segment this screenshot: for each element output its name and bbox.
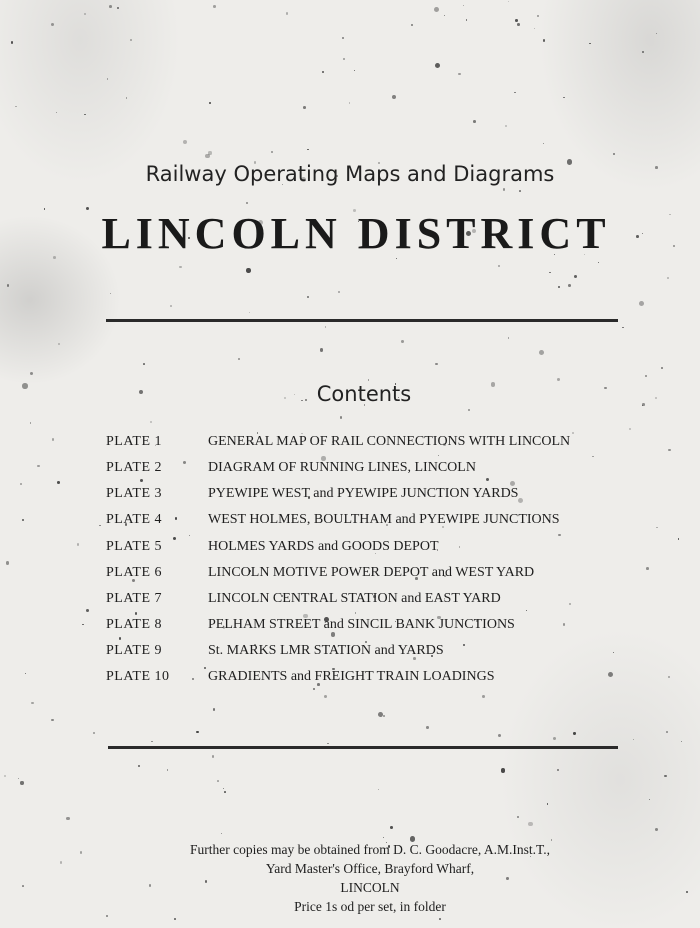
paper-speck	[66, 817, 69, 820]
paper-speck	[343, 58, 345, 60]
paper-speck	[557, 378, 560, 381]
plate-row	[0, 512, 700, 538]
plate-title: PELHAM STREET and SINCIL BANK JUNCTIONS	[208, 617, 515, 632]
paper-speck	[503, 188, 505, 190]
paper-speck	[18, 778, 19, 779]
paper-speck	[667, 277, 669, 279]
plate-title: GRADIENTS and FREIGHT TRAIN LOADINGS	[208, 669, 495, 684]
paper-speck	[368, 379, 369, 380]
bottom-divider	[108, 746, 618, 749]
paper-speck	[642, 51, 644, 53]
paper-speck	[656, 33, 657, 34]
paper-speck	[534, 28, 535, 29]
paper-speck	[598, 262, 599, 263]
paper-speck	[482, 695, 485, 698]
paper-speck	[327, 743, 329, 745]
paper-speck	[107, 78, 108, 79]
paper-speck	[307, 149, 308, 150]
paper-speck	[508, 1, 509, 2]
paper-speck	[463, 5, 464, 6]
plate-title: DIAGRAM OF RUNNING LINES, LINCOLN	[208, 460, 476, 475]
paper-speck	[51, 23, 54, 26]
paper-speck	[444, 15, 445, 16]
contents-heading: Contents	[316, 382, 412, 406]
plate-label: PLATE 8	[106, 617, 162, 632]
plate-title: HOLMES YARDS and GOODS DEPOT	[208, 539, 439, 554]
paper-speck	[664, 775, 667, 778]
paper-speck	[130, 39, 133, 42]
plate-label: PLATE 1	[106, 434, 162, 449]
paper-speck	[84, 13, 86, 15]
paper-speck	[307, 296, 309, 298]
paper-speck	[681, 741, 682, 742]
paper-speck	[547, 803, 548, 804]
paper-speck	[378, 789, 379, 790]
footer-line: Further copies may be obtained from D. C. Goodacre, A.M.Inst.T.,	[189, 842, 551, 857]
paper-speck	[303, 106, 306, 109]
paper-speck	[589, 43, 590, 44]
paper-speck	[110, 293, 111, 294]
document-title: LINCOLN DISTRICT	[101, 209, 611, 258]
paper-speck	[151, 741, 153, 743]
paper-speck	[558, 286, 560, 288]
plate-row	[0, 486, 700, 512]
paper-speck	[354, 70, 356, 72]
paper-speck	[539, 350, 544, 355]
paper-speck	[655, 828, 658, 831]
paper-speck	[4, 775, 6, 777]
plate-label: PLATE 7	[106, 591, 162, 606]
paper-speck	[340, 416, 342, 418]
paper-speck	[537, 15, 538, 16]
paper-speck	[426, 726, 429, 729]
paper-speck	[508, 337, 510, 339]
plate-label: PLATE 2	[106, 460, 162, 475]
paper-speck	[517, 23, 520, 26]
paper-speck	[213, 5, 216, 8]
plate-label: PLATE 6	[106, 565, 162, 580]
paper-speck	[519, 190, 521, 192]
paper-speck	[505, 125, 508, 128]
paper-speck	[138, 765, 140, 767]
paper-speck	[324, 695, 327, 698]
paper-speck	[143, 363, 145, 365]
paper-speck	[557, 769, 559, 771]
paper-speck	[286, 12, 288, 14]
paper-speck	[383, 715, 385, 717]
paper-speck	[468, 409, 470, 411]
paper-speck	[51, 719, 54, 722]
paper-speck	[342, 37, 344, 39]
plate-title: WEST HOLMES, BOULTHAM and PYEWIPE JUNCTIONS	[208, 512, 560, 527]
paper-speck	[20, 781, 23, 784]
plate-row	[0, 643, 700, 669]
paper-speck	[473, 120, 476, 123]
paper-speck	[401, 340, 404, 343]
paper-speck	[528, 822, 533, 827]
paper-speck	[170, 305, 172, 307]
paper-speck	[224, 791, 226, 793]
paper-speck	[322, 71, 324, 73]
paper-speck	[246, 268, 250, 272]
paper-speck	[109, 5, 112, 8]
paper-speck	[390, 826, 393, 829]
paper-speck	[639, 301, 644, 306]
paper-speck	[568, 284, 571, 287]
plate-row	[0, 669, 700, 695]
paper-speck	[56, 112, 57, 113]
paper-speck	[249, 312, 250, 313]
paper-speck	[543, 39, 546, 42]
paper-speck	[411, 24, 413, 26]
paper-speck	[174, 918, 176, 920]
paper-speck	[498, 265, 500, 267]
paper-speck	[221, 833, 222, 834]
paper-speck	[633, 739, 634, 740]
paper-speck	[167, 769, 168, 770]
footer-line: Yard Master's Office, Brayford Wharf,	[265, 861, 475, 876]
paper-speck	[649, 799, 650, 800]
paper-speck	[549, 272, 550, 273]
paper-speck	[543, 143, 544, 144]
paper-speck	[271, 151, 273, 153]
plate-title: LINCOLN CENTRAL STATION and EAST YARD	[208, 591, 501, 606]
paper-speck	[349, 102, 351, 104]
paper-speck	[517, 816, 519, 818]
plate-row	[0, 539, 700, 565]
paper-speck	[645, 375, 647, 377]
paper-speck	[498, 734, 501, 737]
paper-speck	[629, 428, 631, 430]
paper-speck	[466, 19, 467, 20]
paper-speck	[515, 19, 518, 22]
paper-speck	[30, 372, 33, 375]
plate-title: St. MARKS LMR STATION and YARDS	[208, 643, 444, 658]
plate-row	[0, 565, 700, 591]
paper-speck	[435, 363, 438, 366]
plate-row	[0, 591, 700, 617]
paper-speck	[238, 358, 240, 360]
paper-speck	[93, 732, 95, 734]
paper-speck	[223, 788, 224, 789]
paper-speck	[7, 284, 9, 286]
paper-speck	[435, 63, 440, 68]
paper-speck	[208, 151, 211, 154]
paper-speck	[338, 291, 340, 293]
paper-speck	[563, 97, 564, 98]
plate-title: GENERAL MAP OF RAIL CONNECTIONS WITH LINCOLN	[208, 434, 571, 449]
paper-speck	[15, 106, 17, 108]
paper-speck	[212, 755, 214, 757]
paper-speck	[574, 275, 577, 278]
paper-speck	[320, 348, 323, 351]
paper-speck	[196, 731, 198, 733]
paper-speck	[126, 97, 127, 98]
footer-line: LINCOLN	[340, 880, 400, 895]
paper-speck	[666, 731, 668, 733]
paper-speck	[383, 837, 384, 838]
paper-speck	[325, 326, 326, 327]
paper-speck	[439, 918, 441, 920]
plate-label: PLATE 10	[106, 669, 170, 684]
paper-speck	[58, 343, 60, 345]
paper-speck	[434, 7, 439, 12]
paper-speck	[84, 114, 85, 115]
footer-note	[0, 840, 700, 916]
paper-speck	[514, 92, 516, 94]
paper-speck	[553, 737, 556, 740]
paper-speck	[150, 421, 152, 423]
top-divider	[106, 319, 618, 322]
paper-speck	[217, 780, 219, 782]
paper-speck	[458, 73, 460, 75]
plate-row	[0, 617, 700, 643]
paper-speck	[392, 95, 396, 99]
plate-title: PYEWIPE WEST and PYEWIPE JUNCTION YARDS	[208, 486, 519, 501]
plate-label: PLATE 4	[106, 512, 162, 527]
paper-speck	[622, 327, 624, 329]
plate-title: LINCOLN MOTIVE POWER DEPOT and WEST YARD	[208, 565, 535, 580]
footer-line: Price 1s od per set, in folder	[294, 899, 446, 914]
paper-speck	[213, 708, 215, 710]
plate-label: PLATE 9	[106, 643, 162, 658]
paper-speck	[31, 702, 33, 704]
paper-speck	[378, 712, 383, 717]
plate-label: PLATE 3	[106, 486, 162, 501]
paper-speck	[30, 422, 31, 423]
paper-speck	[573, 732, 575, 734]
paper-speck	[661, 367, 663, 369]
document-subtitle: Railway Operating Maps and Diagrams	[145, 162, 555, 186]
paper-speck	[209, 102, 210, 103]
paper-speck	[246, 202, 248, 204]
paper-speck	[179, 266, 182, 269]
paper-speck	[613, 153, 615, 155]
paper-speck	[117, 7, 120, 10]
paper-speck	[183, 140, 187, 144]
paper-speck	[501, 768, 506, 773]
paper-speck	[11, 41, 14, 44]
plate-label: PLATE 5	[106, 539, 162, 554]
plate-row	[0, 434, 700, 460]
plate-row	[0, 460, 700, 486]
